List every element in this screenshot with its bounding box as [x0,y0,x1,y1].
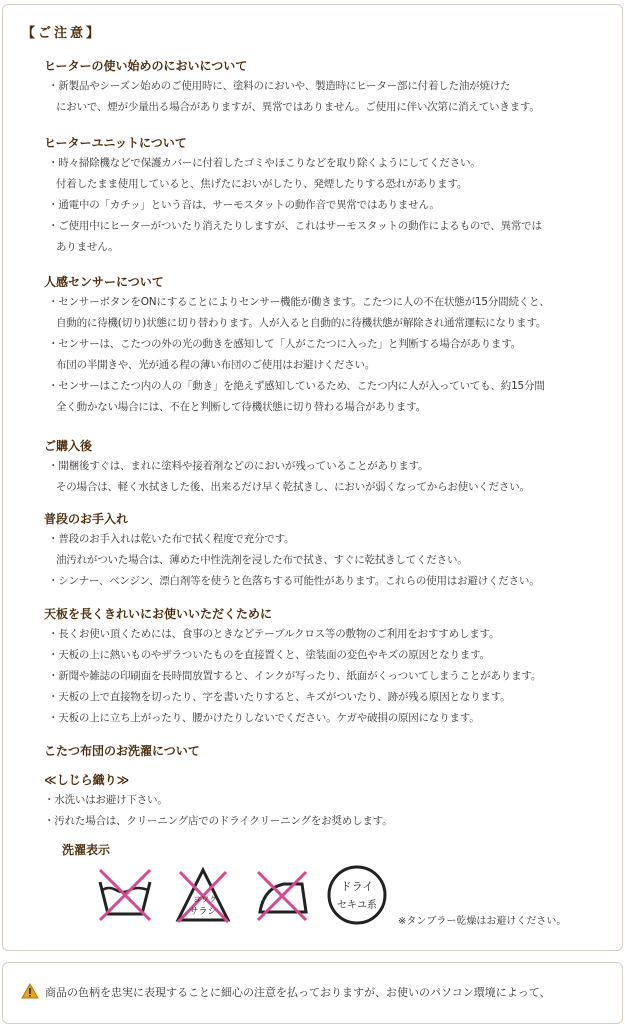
text-line: ・センサーは、こたつの外の光の動きを感知して「人がこたつに入った」と判断する場合があります。 [48,338,521,350]
text-line: ・センサーはこたつ内の人の「動き」を絶えず感知しているため、こたつ内に人が入っていても、約15分間 [48,380,545,392]
text-line: ・新聞や雑誌の印刷面を長時間放置すると、インクが写ったり、紙面がくっついてしまうことがあります。 [48,670,542,682]
text-line: ・水洗いはお避け下さい。 [44,794,168,806]
no-wash-icon [94,864,156,926]
footer-panel [2,962,623,1024]
section-shijira [44,770,392,832]
text-line: ・ご使用中にヒーターがついたり消えたりしますが、これはサーモスタットの動作によるもので、異常では [48,220,542,232]
text-line: 布団の半開きや、光が通る程の薄い布団のご使用はお避けください。 [56,359,376,371]
section-after-purchase [44,436,530,498]
dry-text: ドライ [340,880,374,893]
section-heading: こたつ布団のお洗濯について [44,744,200,758]
tumble-dry-note: ※タンブラー乾燥はお避けください。 [398,916,567,927]
text-line: ・シンナー、ベンジン、漂白剤等を使うと色落ちする可能性があります。これらの使用はお避けください。 [48,575,540,587]
section-heading: 天板を長くきれいにお使いいただくために [44,607,273,621]
section-daily-care [44,509,540,592]
text-line: ・長くお使い頂くためには、食事のときなどテーブルクロス等の敷物のご利用をおすすめします。 [48,628,500,640]
text-line: ・普段のお手入れは乾いた布で拭く程度で充分です。 [48,533,295,545]
section-heading: 人感センサーについて [44,275,164,289]
text-line: ・新製品やシーズン始めのご使用時に、塗料のにおいや、製造時にヒーター部に付着した油が焼けた [48,80,511,92]
wash-label: 洗濯表示 [62,843,111,857]
text-line: その場合は、軽く水拭きした後、出来るだけ早く乾拭きし、においが弱くなってからお使いください。 [56,481,530,493]
page-title: 【ご注意】 [22,26,103,41]
section-heading: ヒーターの使い始めのにおいについて [44,59,248,73]
footer-text: 商品の色柄を忠実に表現することに細心の注意を払っておりますが、お使いのパソコン環境によって、 [45,986,551,999]
text-line: 自動的に待機(切り)状態に切り替わります。人が入ると自動的に待機状態が解除され通常運転になります。 [56,317,547,329]
section-heading: 普段のお手入れ [44,512,129,526]
text-line: ありません。 [56,241,119,253]
section-tabletop-care [44,604,541,729]
warning-icon [21,983,39,999]
section-futon-wash [44,741,200,761]
text-line: ・通電中の「カチッ」という音は、サーモスタットの動作音で異常ではありません。 [48,199,440,211]
text-line: ・天板の上に立ち上がったり、腰かけたりしないでください。ケガや破損の原因になります。 [48,712,480,724]
text-line: ・センサーボタンをONにすることによりセンサー機能が働きます。こたつに人の不在状態が15分間続くと、 [48,296,550,308]
petroleum-text: セキユ系 [337,900,377,911]
text-line: ・天板の上で直接物を切ったり、字を書いたりすると、キズがついたり、跡が残る原因となります。 [48,691,511,703]
text-line: ・開梱後すぐは、まれに塗料や接着剤などのにおいが残っていることがあります。 [48,460,429,472]
section-heater-odor [44,56,540,118]
section-heading: ≪しじら織り≫ [44,773,130,787]
text-line: ・時々掃除機などで保護カバーに付着したゴミやほこりなどを取り除くようにしてください。 [48,157,481,169]
no-iron-icon [250,864,312,926]
footer-warning [21,983,551,1000]
section-heading: ご購入後 [44,439,93,453]
text-line: ・天板の上に熱いものやザラついたものを直接置くと、塗装面の変色やキズの原因となります。 [48,649,490,661]
text-line: 油汚れがついた場合は、薄めた中性洗剤を浸した布で拭き、すぐに乾拭きしてください。 [56,554,468,566]
wash-symbols [94,864,394,930]
section-heading: ヒーターユニットについて [44,136,187,150]
bleach-text-1: ヨワク [193,895,217,904]
section-sensor [44,272,550,418]
text-line: 付着したまま使用していると、焦げたにおいがしたり、発煙したりする恐れがあります。 [56,178,468,190]
text-line: 全く動かない場合には、不在と判断して待機状態に切り替わる場合があります。 [56,401,426,413]
no-bleach-icon [172,864,234,926]
section-heater-unit [44,133,542,258]
bleach-text-2: サラシ [189,907,217,917]
text-line: ・汚れた場合は、クリーニング店でのドライクリーニングをお奨めします。 [44,815,393,827]
dry-clean-petroleum-icon [326,864,388,926]
text-line: においで、煙が少量出る場合がありますが、異常ではありません。ご使用に伴い次第に消えていきます。 [56,101,540,113]
